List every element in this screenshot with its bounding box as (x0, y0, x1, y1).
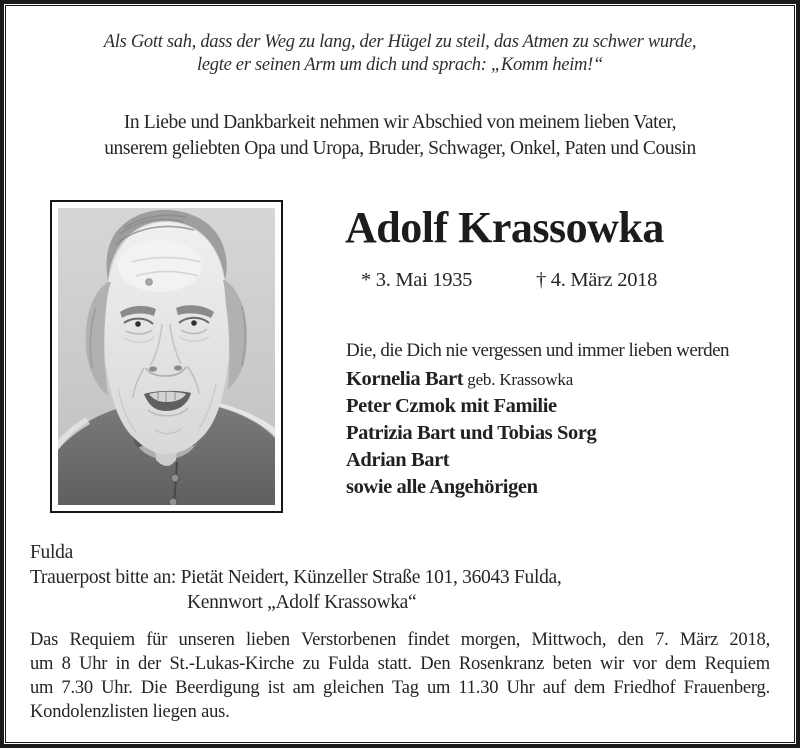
mourner-name-bold: Peter Czmok mit Familie (346, 395, 557, 417)
intro-text (0, 110, 800, 162)
mourners-lead: Die, die Dich nie vergessen und immer lieben werden (346, 340, 730, 361)
mourner-item (346, 420, 596, 447)
portrait-illustration (58, 208, 275, 505)
death-date: † 4. März 2018 (536, 269, 658, 291)
service-info-paragraph (30, 628, 770, 724)
mourner-name-bold: Patrizia Bart und Tobias Sorg (346, 422, 597, 444)
service-info-line: Kondolenzlisten liegen aus. (30, 702, 230, 722)
mourner-name-bold: sowie alle Angehörigen (346, 476, 538, 498)
condolence-address-line: Trauerpost bitte an: Pietät Neidert, Künzeller Straße 101, 36043 Fulda, (30, 567, 562, 588)
mourner-name-suffix: geb. Krassowka (463, 370, 574, 389)
condolence-keyword-line: Kennwort „Adolf Krassowka“ (187, 592, 417, 613)
intro-line-1: In Liebe und Dankbarkeit nehmen wir Abschied von meinem lieben Vater, (123, 112, 677, 133)
mourner-item (346, 393, 596, 420)
quote-line-1: Als Gott sah, dass der Weg zu lang, der Hügel zu steil, das Atmen zu schwer wurde, (103, 32, 697, 52)
condolence-address (30, 540, 561, 615)
mourner-name-bold: Kornelia Bart (346, 368, 464, 390)
deceased-photo (50, 200, 283, 513)
quote-line-2: legte er seinen Arm um dich und sprach: „Komm heim!“ (197, 55, 603, 75)
birth-date: * 3. Mai 1935 (361, 269, 473, 291)
service-info-line: um 8 Uhr in der St.-Lukas-Kirche zu Fulda statt. Den Rosenkranz beten wir vor dem Requiem (30, 654, 770, 674)
mourner-name-bold: Adrian Bart (346, 449, 450, 471)
mourner-item (346, 366, 596, 393)
mourner-item (346, 474, 596, 501)
mourner-item (346, 447, 596, 474)
service-info-line: um 7.30 Uhr. Die Beerdigung ist am gleichen Tag um 11.30 Uhr auf dem Friedhof Frauenberg. (30, 678, 770, 698)
intro-line-2: unserem geliebten Opa und Uropa, Bruder, Schwager, Onkel, Paten und Cousin (104, 138, 696, 159)
opening-quote (0, 31, 800, 77)
service-info-line: Das Requiem für unseren lieben Verstorbenen findet morgen, Mittwoch, den 7. März 2018, (30, 630, 770, 650)
mourners-list (346, 366, 596, 501)
city-label: Fulda (30, 542, 73, 563)
deceased-name: Adolf Krassowka (345, 203, 664, 252)
